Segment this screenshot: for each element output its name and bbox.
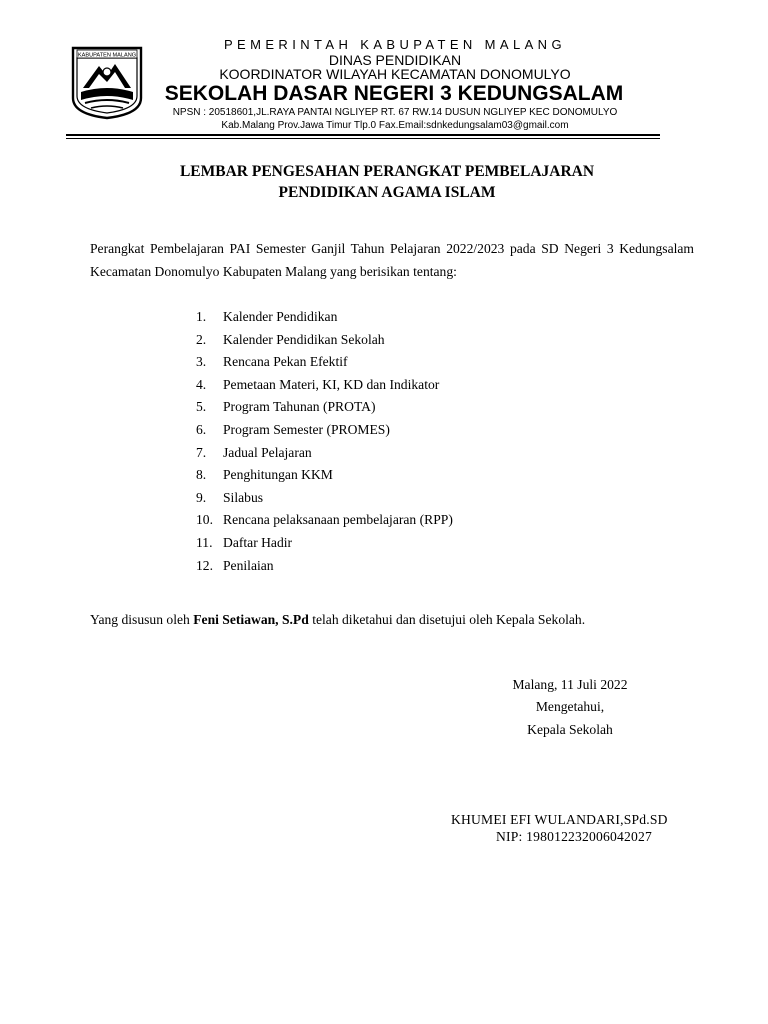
list-item-number: 7. bbox=[196, 444, 207, 460]
school-npsn-address: NPSN : 20518601,JL.RAYA PANTAI NGLIYEP RT. 67 RW.14 DUSUN NGLIYEP KEC DONOMULYO bbox=[172, 107, 618, 118]
list-item-label: Program Semester (PROMES) bbox=[223, 421, 390, 437]
list-item bbox=[196, 374, 453, 397]
list-item-label: Silabus bbox=[223, 489, 264, 505]
letterhead-divider-thick bbox=[66, 134, 660, 136]
school-contact: Kab.Malang Prov.Jawa Timur Tlp.0 Fax.Email:sdnkedungsalam03@gmail.com bbox=[221, 120, 569, 131]
document-items-list bbox=[196, 306, 453, 577]
list-item-number: 1. bbox=[196, 309, 207, 324]
government-name: PEMERINTAH KABUPATEN MALANG bbox=[223, 37, 566, 52]
intro-paragraph: Perangkat Pembelajaran PAI Semester Ganjil Tahun Pelajaran 2022/2023 pada SD Negeri 3 Kedungsalam Kecamatan Donomulyo Kabupaten Malang yang berisikan tentang: bbox=[90, 241, 694, 279]
list-item bbox=[196, 396, 453, 419]
closing-statement bbox=[90, 608, 585, 631]
list-item-label: Kalender Pendidikan Sekolah bbox=[223, 331, 385, 347]
signature-acknowledged: Mengetahui, bbox=[535, 699, 605, 714]
list-item bbox=[196, 464, 453, 487]
signature-role: Kepala Sekolah bbox=[527, 722, 613, 737]
principal-nip: NIP: 198012232006042027 bbox=[496, 829, 653, 844]
list-item bbox=[196, 509, 453, 532]
emblem-label: KABUPATEN MALANG bbox=[77, 52, 137, 59]
list-item-label: Daftar Hadir bbox=[223, 534, 293, 550]
list-item-label: Penghitungan KKM bbox=[223, 467, 333, 483]
list-item-number: 3. bbox=[196, 354, 207, 370]
list-item-number: 9. bbox=[196, 489, 207, 505]
document-title: LEMBAR PENGESAHAN PERANGKAT PEMBELAJARAN bbox=[179, 163, 595, 180]
list-item-number: 10. bbox=[196, 512, 213, 528]
list-item-label: Kalender Pendidikan bbox=[223, 309, 338, 324]
list-item-label: Program Tahunan (PROTA) bbox=[223, 399, 376, 415]
principal-name: KHUMEI EFI WULANDARI,SPd.SD bbox=[451, 812, 668, 827]
letterhead-divider-thin bbox=[66, 138, 660, 139]
list-item-label: Rencana Pekan Efektif bbox=[223, 354, 348, 370]
school-name: SEKOLAH DASAR NEGERI 3 KEDUNGSALAM bbox=[164, 82, 624, 105]
coordinator-name: KOORDINATOR WILAYAH KECAMATAN DONOMULYO bbox=[219, 66, 571, 82]
list-item-number: 8. bbox=[196, 467, 207, 483]
author-name: Feni Setiawan, S.Pd bbox=[193, 612, 309, 627]
list-item bbox=[196, 419, 453, 442]
list-item bbox=[196, 329, 453, 352]
department-name: DINAS PENDIDIKAN bbox=[328, 52, 462, 68]
list-item-label: Rencana pelaksanaan pembelajaran (RPP) bbox=[223, 512, 453, 528]
list-item bbox=[196, 532, 453, 555]
list-item-number: 11. bbox=[196, 534, 213, 550]
list-item-number: 12. bbox=[196, 557, 213, 573]
list-item-number: 4. bbox=[196, 376, 207, 392]
list-item-label: Jadual Pelajaran bbox=[223, 444, 312, 460]
document-subtitle: PENDIDIKAN AGAMA ISLAM bbox=[278, 184, 496, 201]
list-item bbox=[196, 487, 453, 510]
list-item bbox=[196, 555, 453, 578]
closing-text-before: Yang disusun oleh bbox=[90, 612, 194, 627]
list-item-label: Penilaian bbox=[223, 557, 274, 573]
list-item-label: Pemetaan Materi, KI, KD dan Indikator bbox=[223, 376, 440, 392]
list-item-number: 6. bbox=[196, 421, 207, 437]
list-item-number: 5. bbox=[196, 399, 207, 415]
signature-place-date: Malang, 11 Juli 2022 bbox=[512, 677, 628, 692]
closing-text-after: telah diketahui dan disetujui oleh Kepala Sekolah. bbox=[308, 612, 586, 627]
list-item bbox=[196, 351, 453, 374]
kabupaten-malang-emblem bbox=[69, 42, 145, 120]
list-item-number: 2. bbox=[196, 331, 207, 347]
list-item bbox=[196, 306, 453, 329]
list-item bbox=[196, 442, 453, 465]
